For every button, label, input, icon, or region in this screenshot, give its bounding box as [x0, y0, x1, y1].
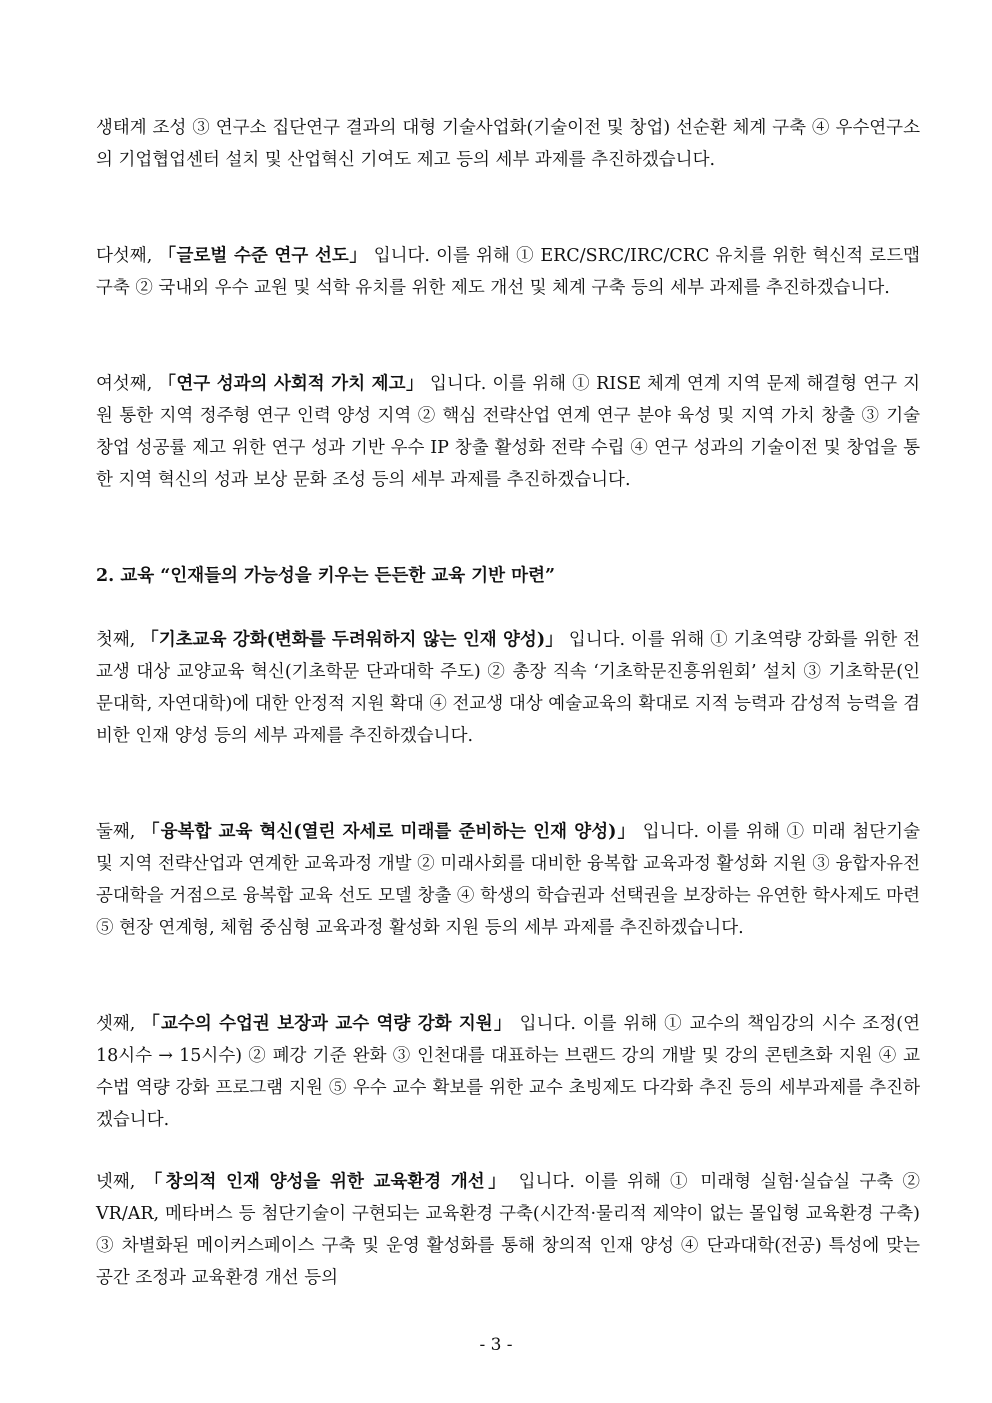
paragraph-body: 입니다. 이를 위해 ① RISE 체계 연계 지역 문제 해결형 연구 지원 통한 지역 정주형 연구 인력 양성 지역 ② 핵심 전략산업 연계 연구 분야 육성 및 지역 가치 창출 ③ 기술 창업 성공률 제고 위한 연구 성과 기반 우수 IP 창출 활성화 전략 수립 ④ 연구 성과의 기술이전 및 창업을 통한 지역 혁신의 성과 보상 문화 조성 등의 세부 과제를 추진하겠습니다.: [96, 374, 920, 490]
section-heading-education: 2. 교육 “인재들의 가능성을 키우는 든든한 교육 기반 마련”: [96, 566, 556, 586]
paragraph-education-third: [96, 1008, 920, 1136]
paragraph-body: 입니다. 이를 위해 ① 기초역량 강화를 위한 전교생 대상 교양교육 혁신(기초학문 단과대학 주도) ② 총장 직속 ‘기초학문진흥위원회’ 설치 ③ 기초학문(인문대학, 자연대학)에 대한 안정적 지원 확대 ④ 전교생 대상 예술교육의 확대로 지적 능력과 감성적 능력을 겸비한 인재 양성 등의 세부 과제를 추진하겠습니다.: [96, 630, 920, 746]
paragraph-lead: 다섯째,: [96, 246, 159, 266]
paragraph-body: 입니다. 이를 위해 ① ERC/SRC/IRC/CRC 유치를 위한 혁신적 로드맵 구축 ② 국내외 우수 교원 및 석학 유치를 위한 제도 개선 및 체계 구축 등의 세부 과제를 추진하겠습니다.: [96, 246, 921, 298]
paragraph-title: 「융복합 교육 혁신(열린 자세로 미래를 준비하는 인재 양성)」: [142, 822, 637, 842]
paragraph-education-fourth: [96, 1166, 920, 1294]
page-number: - 3 -: [479, 1335, 513, 1355]
paragraph-title: 「기초교육 강화(변화를 두려워하지 않는 인재 양성)」: [141, 630, 564, 650]
paragraph-title: 「교수의 수업권 보장과 교수 역량 강화 지원」: [142, 1014, 513, 1034]
paragraph-lead: 첫째,: [96, 630, 142, 650]
paragraph-body: 입니다. 이를 위해 ① 미래 첨단기술 및 지역 전략산업과 연계한 교육과정 개발 ② 미래사회를 대비한 융복합 교육과정 활성화 지원 ③ 융합자유전공대학을 거점으로 융복합 교육 선도 모델 창출 ④ 학생의 학습권과 선택권을 보장하는 유연한 학사제도 마련 ⑤ 현장 연계형, 체험 중심형 교육과정 활성화 지원 등의 세부 과제를 추진하겠습니다.: [96, 822, 920, 938]
paragraph-lead: 셋째,: [96, 1014, 143, 1034]
paragraph-education-first: [96, 624, 920, 752]
paragraph-title: 「글로벌 수준 연구 선도」: [158, 246, 368, 266]
paragraph-body: 입니다. 이를 위해 ① 교수의 책임강의 시수 조정(연 18시수 → 15시수) ② 폐강 기준 완화 ③ 인천대를 대표하는 브랜드 강의 개발 및 강의 콘텐츠화 지원 ④ 교수법 역량 강화 프로그램 지원 ⑤ 우수 교수 확보를 위한 교수 초빙제도 다각화 추진 등의 세부과제를 추진하겠습니다.: [96, 1014, 920, 1130]
paragraph-title: 「창의적 인재 양성을 위한 교육환경 개선」: [144, 1172, 510, 1192]
paragraph-body: 입니다. 이를 위해 ① 미래형 실험·실습실 구축 ② VR/AR, 메타버스 등 첨단기술이 구현되는 교육환경 구축(시간적·물리적 제약이 없는 몰입형 교육환경 구축) ③ 차별화된 메이커스페이스 구축 및 운영 활성화를 통해 창의적 인재 양성 ④ 단과대학(전공) 특성에 맞는 공간 조정과 교육환경 개선 등의: [96, 1172, 920, 1288]
paragraph-title: 「연구 성과의 사회적 가치 제고」: [158, 374, 424, 394]
paragraph-lead: 둘째,: [96, 822, 143, 842]
paragraph-lead: 여섯째,: [96, 374, 159, 394]
paragraph-research-continuation: [96, 112, 920, 176]
paragraph-education-second: [96, 816, 920, 944]
paragraph-research-sixth: [96, 368, 920, 496]
paragraph-research-fifth: [96, 240, 920, 304]
paragraph-lead: 넷째,: [96, 1172, 145, 1192]
paragraph-body: 생태계 조성 ③ 연구소 집단연구 결과의 대형 기술사업화(기술이전 및 창업) 선순환 체계 구축 ④ 우수연구소의 기업협업센터 설치 및 산업혁신 기여도 제고 등의 세부 과제를 추진하겠습니다.: [96, 118, 920, 170]
